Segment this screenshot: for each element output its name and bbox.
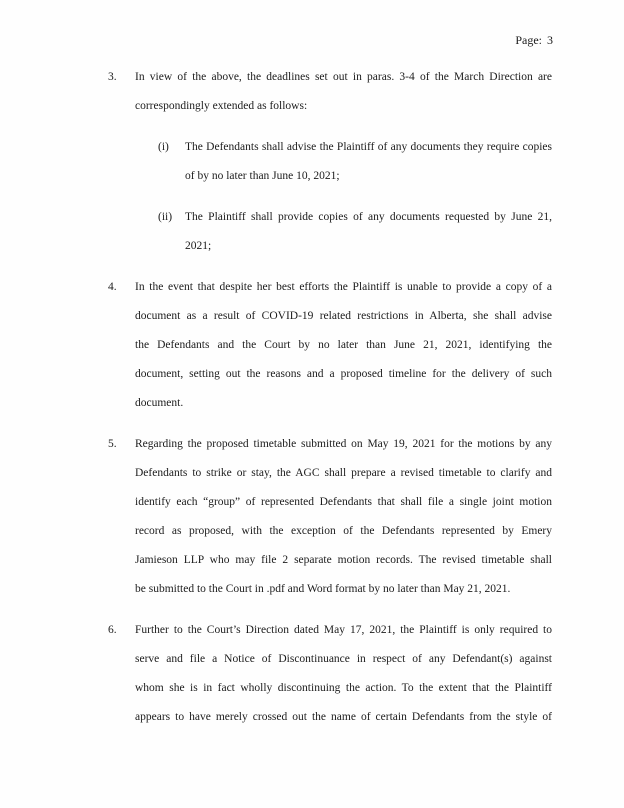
text-line: document, setting out the reasons and a proposed timeline for the delivery of such bbox=[135, 368, 552, 380]
paragraph-number: 3. bbox=[108, 71, 117, 83]
subitem-text bbox=[185, 203, 552, 261]
paragraph-text bbox=[135, 430, 552, 604]
text-line: Regarding the proposed timetable submitted on May 19, 2021 for the motions by any bbox=[135, 438, 552, 450]
paragraph-text bbox=[135, 63, 552, 121]
paragraph-5 bbox=[108, 430, 552, 604]
subitem-ii bbox=[108, 203, 552, 261]
paragraph-6 bbox=[108, 616, 552, 732]
subitem-text bbox=[185, 133, 552, 191]
text-line: whom she is in fact wholly discontinuing the action. To the extent that the Plaintiff bbox=[135, 682, 552, 694]
text-line: serve and file a Notice of Discontinuance in respect of any Defendant(s) against bbox=[135, 653, 552, 665]
text-line: be submitted to the Court in .pdf and Word format by no later than May 21, 2021. bbox=[135, 583, 511, 595]
text-line: Defendants to strike or stay, the AGC shall prepare a revised timetable to clarify and bbox=[135, 467, 552, 479]
subitem-i bbox=[108, 133, 552, 191]
subitem-marker: (ii) bbox=[158, 211, 173, 223]
paragraph-text bbox=[135, 616, 552, 732]
text-line: record as proposed, with the exception of the Defendants represented by Emery bbox=[135, 525, 552, 537]
text-line: appears to have merely crossed out the name of certain Defendants from the style of bbox=[135, 711, 552, 723]
page-number-label: Page: 3 bbox=[515, 33, 553, 47]
paragraph-4 bbox=[108, 273, 552, 418]
text-line: identify each “group” of represented Defendants that shall file a single joint motion bbox=[135, 496, 552, 508]
text-line: In the event that despite her best efforts the Plaintiff is unable to provide a copy of a bbox=[135, 281, 552, 293]
text-line: correspondingly extended as follows: bbox=[135, 100, 308, 112]
subitem-marker: (i) bbox=[158, 141, 169, 153]
text-line: of by no later than June 10, 2021; bbox=[185, 170, 340, 182]
paragraph-number: 6. bbox=[108, 624, 117, 636]
text-line: The Defendants shall advise the Plaintiff of any documents they require copies bbox=[185, 141, 552, 153]
paragraph-text bbox=[135, 273, 552, 418]
paragraph-number: 4. bbox=[108, 281, 117, 293]
paragraph-number: 5. bbox=[108, 438, 117, 450]
text-line: Jamieson LLP who may file 2 separate motion records. The revised timetable shall bbox=[135, 554, 552, 566]
text-line: In view of the above, the deadlines set out in paras. 3-4 of the March Direction are bbox=[135, 71, 552, 83]
document-body bbox=[108, 63, 552, 732]
paragraph-3 bbox=[108, 63, 552, 121]
text-line: The Plaintiff shall provide copies of any documents requested by June 21, bbox=[185, 211, 552, 223]
text-line: Further to the Court’s Direction dated May 17, 2021, the Plaintiff is only required to bbox=[135, 624, 552, 636]
text-line: document. bbox=[135, 397, 184, 409]
text-line: document as a result of COVID-19 related restrictions in Alberta, she shall advise bbox=[135, 310, 552, 322]
text-line: the Defendants and the Court by no later than June 21, 2021, identifying the bbox=[135, 339, 552, 351]
text-line: 2021; bbox=[185, 240, 212, 252]
